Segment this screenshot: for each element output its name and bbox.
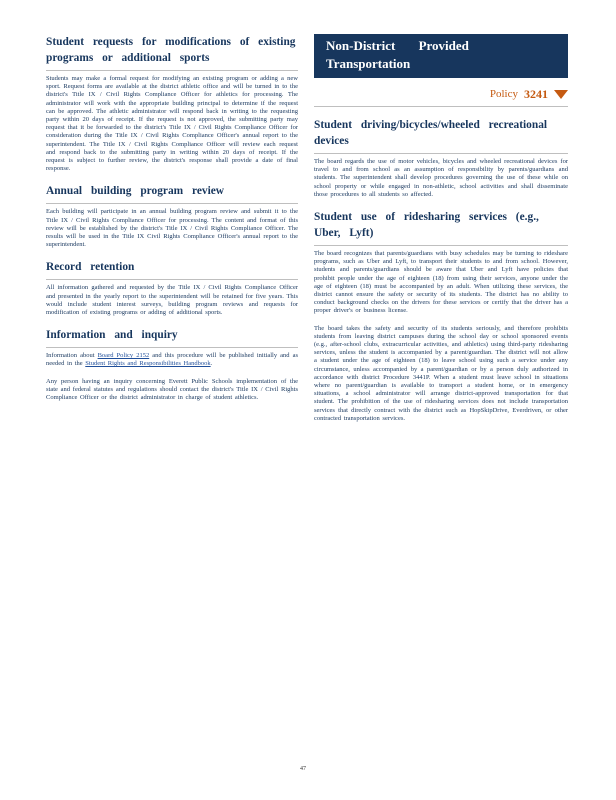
triangle-down-icon xyxy=(554,90,568,99)
left-column xyxy=(46,34,298,412)
policy-number-row xyxy=(314,82,568,106)
section-heading: Record retention xyxy=(46,259,298,280)
divider xyxy=(314,106,568,107)
section-heading: Student driving/bicycles/wheeled recreational devices xyxy=(314,117,568,154)
section-ridesharing xyxy=(314,209,568,423)
right-column xyxy=(314,34,568,433)
paragraph: The board recognizes that parents/guardians with busy schedules may be turning to rideshare programs, such as Uber and Lyft, to transport their students to and from school. However, students and parents/guardians should be aware that Uber and Lyft have policies that prohibit people under the age of eighteen (18) from using their services, anyone under the age of eighteen (18) must be accompanied by an adult. When utilizing these services, the district cannot ensure the safety or security of its students. The district has no ability to conduct background checks on the drivers for these services or certify that the driver has a proper driver's or business license. xyxy=(314,250,568,315)
paragraph: Any person having an inquiry concerning Everett Public Schools implementation of the state and federal statutes and regulations should contact the district's Title IX / Civil Rights Compliance Officer or the district administrator in charge of student athletics. xyxy=(46,377,298,402)
section-information-inquiry xyxy=(46,327,298,402)
paragraph xyxy=(46,352,298,368)
page-number: 47 xyxy=(300,766,306,772)
handbook-link[interactable]: Student Rights and Responsibilities Handbook xyxy=(85,360,211,368)
paragraph-text: and this procedure will be published initially and as needed in the xyxy=(46,352,298,368)
section-record-retention xyxy=(46,259,298,317)
paragraph-text: . xyxy=(210,360,213,368)
paragraph: The board regards the use of motor vehicles, bicycles and wheeled recreational devices for travel to and from school as an assumption of responsibility by parents/guardians and students. The superintendent shall develop procedures governing the use of these while on school property or while engaged in non-athletic, school activities and shall disseminate those procedures to all students so affected. xyxy=(314,158,568,198)
paragraph-text: Information about xyxy=(46,352,98,360)
policy-title-banner: Non-District Provided Transportation xyxy=(314,34,568,78)
paragraph: Students may make a formal request for modifying an existing program or adding a new sport. Request forms are available at the district athletic office and will be turned in to the district's Title IX / Civil Rights Compliance Officer for athletics for processing. The administrator will work with the appropriate building principal to determine if the request can be approved. The athletic administrator will respond back in writing to the requesting party within 20 days of receipt. If the request is not approved, the submitting party may request that it be forwarded to the district's Title IX / Civil Rights Compliance Officer for consideration during the Title IX / Civil Rights Compliance Officer's annual report to the superintendent. The Title IX / Civil Rights Compliance Officer will review each request and respond back to the submitting party in writing within 20 days of receipt. If the request is subject to further review, the district's response shall provide a date of final response. xyxy=(46,75,298,173)
section-student-driving xyxy=(314,117,568,199)
section-heading: Information and inquiry xyxy=(46,327,298,348)
paragraph: All information gathered and requested by the Title IX / Civil Rights Compliance Officer and presented in the yearly report to the superintendent will be retained for five years. This would include student interest surveys, building program reviews and requests for modification of existing programs or adding of additional sports. xyxy=(46,284,298,317)
paragraph: The board takes the safety and security of its students seriously, and therefore prohibits students from leaving district campuses during the school day or school sponsored events (e.g., after-school clubs, extracurricular activities, and athletics) using third-party ridesharing services, unless the student is accompanied by a parent/guardian. The district will not allow a student under the age of eighteen (18) to leave school using such a service under any circumstance, unless accompanied by a parent/guardian or by a person duly authorized in accordance with district Procedure 3441P. When a student must leave school in situations where no parent/guardian is available to transport a student home, or in emergency situations, a school administrator will arrange district-approved transportation for that student. The prohibition of the use of ridesharing services does not include transportation services that directly contract with the district such as HopSkipDrive, Everdriven, or other contracted transportation services. xyxy=(314,324,568,422)
section-heading: Annual building program review xyxy=(46,183,298,204)
section-modification-requests xyxy=(46,34,298,173)
policy-label: Policy xyxy=(489,88,518,100)
board-policy-link[interactable]: Board Policy 2152 xyxy=(97,352,150,360)
section-annual-review xyxy=(46,183,298,249)
policy-number: 3241 xyxy=(524,86,548,101)
section-heading: Student requests for modifications of existing programs or additional sports xyxy=(46,34,298,71)
section-heading: Student use of ridesharing services (e.g., Uber, Lyft) xyxy=(314,209,568,246)
paragraph: Each building will participate in an annual building program review and submit it to the Title IX / Civil Rights Compliance Officer for processing. The content and format of this review will be established by the district's Title IX / Civil Rights Compliance Officer. The results will be used in the Title IX Civil Rights Compliance Officer's annual report to the superintendent. xyxy=(46,208,298,249)
